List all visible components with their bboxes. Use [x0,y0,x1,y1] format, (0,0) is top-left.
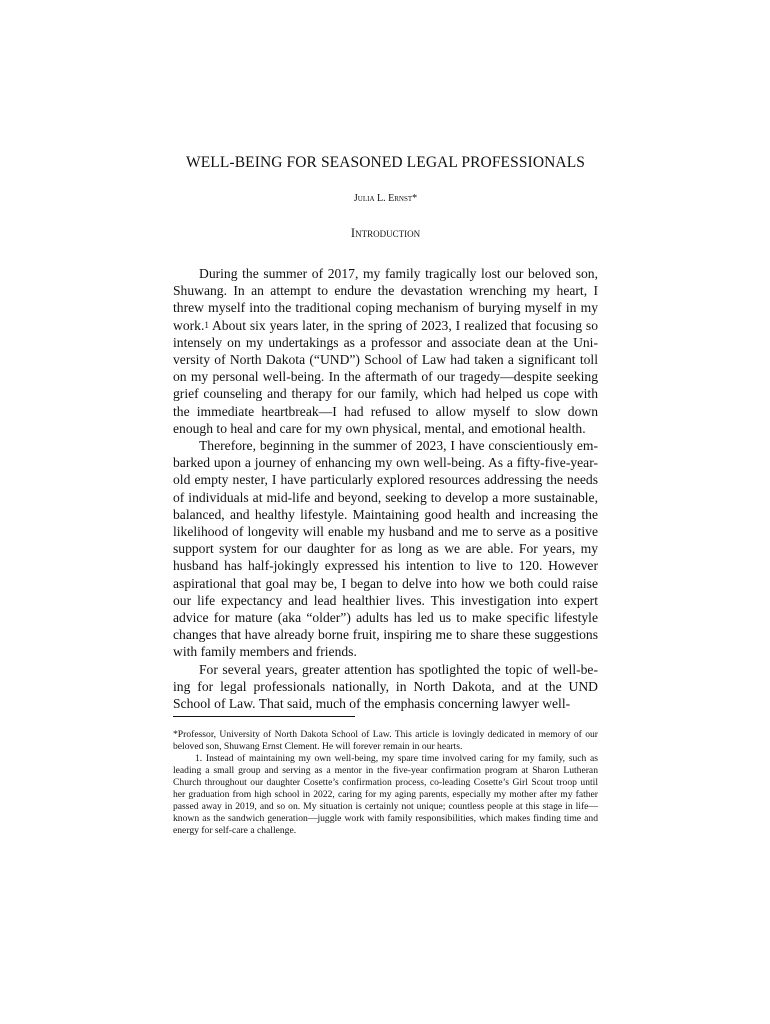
paragraph-2: Therefore, beginning in the summer of 2023, I have conscientiously embarked upon a journey of enhancing my own well-being. As a fifty-five-year-old empty nester, I have particularly explored resources addressing the needs of individuals at mid-life and beyond, seeking to develop a more sustainable, balanced, and healthy lifestyle. Maintaining good health and increasing the likelihood of longevity will enable my husband and me to serve as a positive support system for our daughter for as long as we are able. For years, my husband has half-jokingly expressed his intention to live to 120. However aspirational that goal may be, I began to delve into how we both could raise our life expectancy and lead healthier lives. This investigation into expert advice for mature (aka “older”) adults has led us to make specific lifestyle changes that have already borne fruit, inspiring me to share these suggestions with family members and friends. [173,438,598,660]
footnote-divider [173,716,355,717]
paragraph-1-text-continued: About six years later, in the spring of 2023, I realized that focusing so intensely on my undertakings as a professor and associate dean at the University of North Dakota (“UND”) School of Law had taken a significant toll on my personal well-being. In the aftermath of our tragedy—despite seeking grief counseling and therapy for our family, which had helped us cope with the immediate heartbreak—I had refused to allow myself to slow down enough to heal and care for my own physical, mental, and emotional health. [173,317,598,436]
footnote-1: 1. Instead of maintaining my own well-being, my spare time involved caring for my family, such as leading a small group and serving as a mentor in the five-year confirmation program at Sharon Lutheran Church throughout our daughter Cosette’s confirmation process, co-leading Cosette’s Girl Scout troop until her graduation from high school in 2022, caring for my aging parents, especially my mother after my father passed away in 2019, and so on. My situation is certainly not unique; countless people at this stage in life—known as the sandwich generation—juggle work with family responsibilities, which makes finding time and energy for self-care a challenge. [173,753,598,836]
paragraph-3: For several years, greater attention has spotlighted the topic of well-being for legal professionals nationally, in North Dakota, and at the UND School of Law. That said, much of the emphasis concerning lawyer well- [173,661,598,712]
paragraph-1-text: During the summer of 2017, my family tragically lost our beloved son, Shuwang. In an attempt to endure the devastation wrenching my heart, I threw myself into the traditional coping mechanism of burying myself in my work. [173,266,598,333]
article-title: WELL-BEING FOR SEASONED LEGAL PROFESSIONALS [186,154,585,171]
body-text [173,265,598,712]
document-page [173,0,598,1024]
author-name: Julia L. Ernst* [353,193,418,204]
footnotes [173,729,598,837]
footnote-ref-1: 1 [204,319,209,330]
section-heading: Introduction [350,226,421,240]
paragraph-1 [173,265,598,437]
footnote-author: *Professor, University of North Dakota School of Law. This article is lovingly dedicated in memory of our beloved son, Shuwang Ernst Clement. He will forever remain in our hearts. [173,729,598,752]
